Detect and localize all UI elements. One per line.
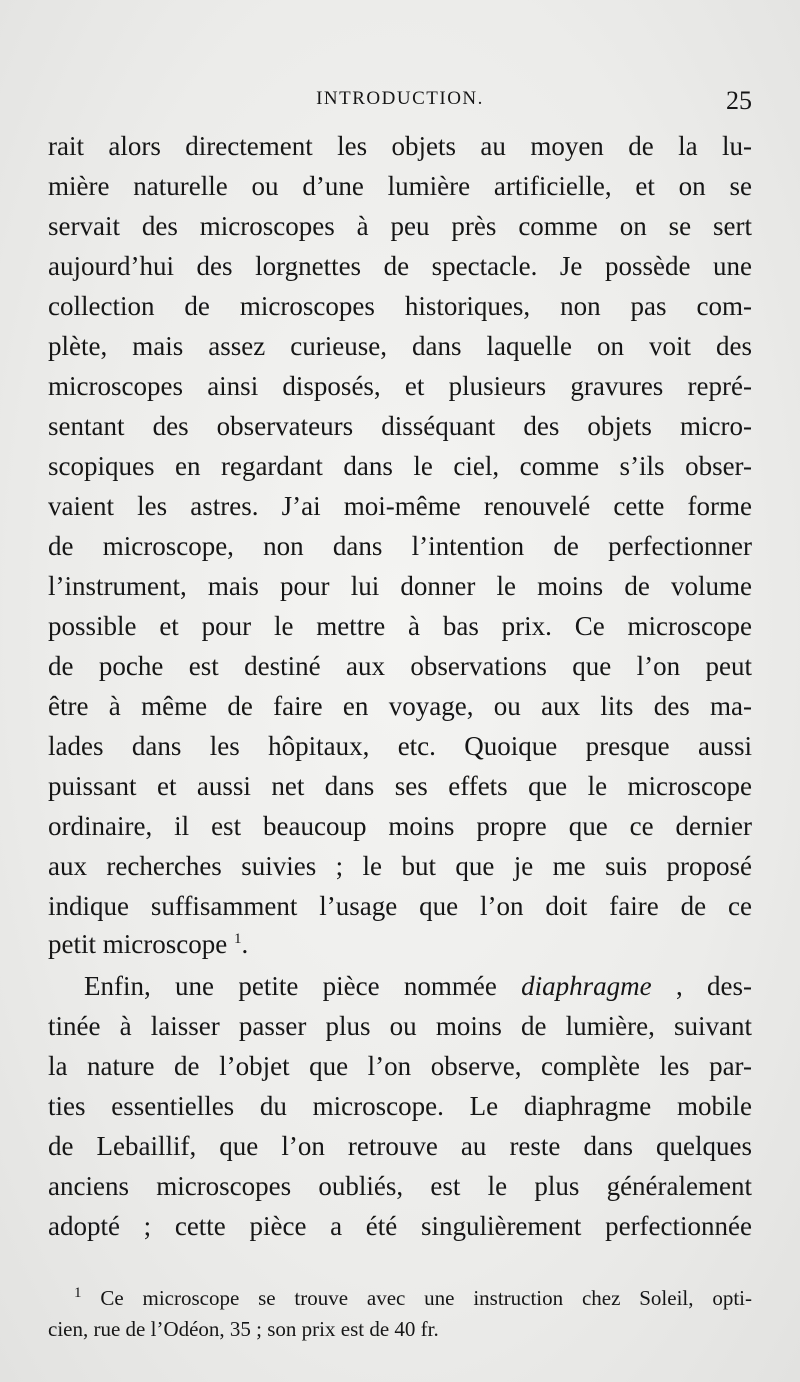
- running-head: INTRODUCTION.: [316, 88, 484, 109]
- text-line: ties essentielles du microscope. Le diaphragme mobile: [48, 1091, 752, 1121]
- text-line: [84, 966, 752, 1006]
- text-line: vaient les astres. J’ai moi-même renouvelé cette forme: [48, 491, 752, 521]
- text-line: collection de microscopes historiques, non pas com-: [48, 291, 752, 321]
- text-line: de Lebaillif, que l’on retrouve au reste dans quelques: [48, 1131, 752, 1161]
- italic-term: diaphragme: [521, 971, 652, 1001]
- text-line: adopté ; cette pièce a été singulièrement perfectionnée: [48, 1211, 752, 1241]
- text-line: lades dans les hôpitaux, etc. Quoique presque aussi: [48, 731, 752, 761]
- text-line: servait des microscopes à peu près comme on se sert: [48, 211, 752, 241]
- text-line: indique suffisamment l’usage que l’on doit faire de ce: [48, 891, 752, 921]
- footnote-text: Ce microscope se trouve avec une instruction chez Soleil, opti-: [100, 1286, 752, 1310]
- text-line: la nature de l’objet que l’on observe, complète les par-: [48, 1051, 752, 1081]
- footnote-marker: 1: [74, 1285, 82, 1301]
- text-line: aux recherches suivies ; le but que je me suis proposé: [48, 851, 752, 881]
- text-line: puissant et aussi net dans ses effets que le microscope: [48, 771, 752, 801]
- text-line: possible et pour le mettre à bas prix. Ce microscope: [48, 611, 752, 641]
- text-line: de poche est destiné aux observations que l’on peut: [48, 651, 752, 681]
- text-line: être à même de faire en voyage, ou aux lits des ma-: [48, 691, 752, 721]
- text-line: rait alors directement les objets au moyen de la lu-: [48, 131, 752, 161]
- text-line: tinée à laisser passer plus ou moins de lumière, suivant: [48, 1011, 752, 1041]
- footnote-line: cien, rue de l’Odéon, 35 ; son prix est de 40 fr.: [48, 1317, 439, 1341]
- text-line: sentant des observateurs disséquant des objets micro-: [48, 411, 752, 441]
- text-line: l’instrument, mais pour lui donner le moins de volume: [48, 571, 752, 601]
- text-line: de microscope, non dans l’intention de perfectionner: [48, 531, 752, 561]
- footnote-reference: 1: [233, 931, 242, 947]
- text-line: anciens microscopes oubliés, est le plus généralement: [48, 1171, 752, 1201]
- footnote-line: [74, 1283, 752, 1313]
- text-line: scopiques en regardant dans le ciel, comme s’ils obser-: [48, 451, 752, 481]
- text-line: petit microscope $^1$.: [48, 929, 249, 959]
- text-segment: , des-: [675, 971, 753, 1001]
- text-line: plète, mais assez curieuse, dans laquelle on voit des: [48, 331, 752, 361]
- text-line: aujourd’hui des lorgnettes de spectacle. Je possède une: [48, 251, 752, 281]
- text-line-content: petit microscope: [48, 929, 228, 959]
- text-line: mière naturelle ou d’une lumière artificielle, et on se: [48, 171, 752, 201]
- page-number: 25: [726, 86, 752, 115]
- text-segment: Enfin, une petite pièce nommée: [84, 971, 497, 1001]
- text-line: ordinaire, il est beaucoup moins propre que ce dernier: [48, 811, 752, 841]
- text-line: microscopes ainsi disposés, et plusieurs gravures repré-: [48, 371, 752, 401]
